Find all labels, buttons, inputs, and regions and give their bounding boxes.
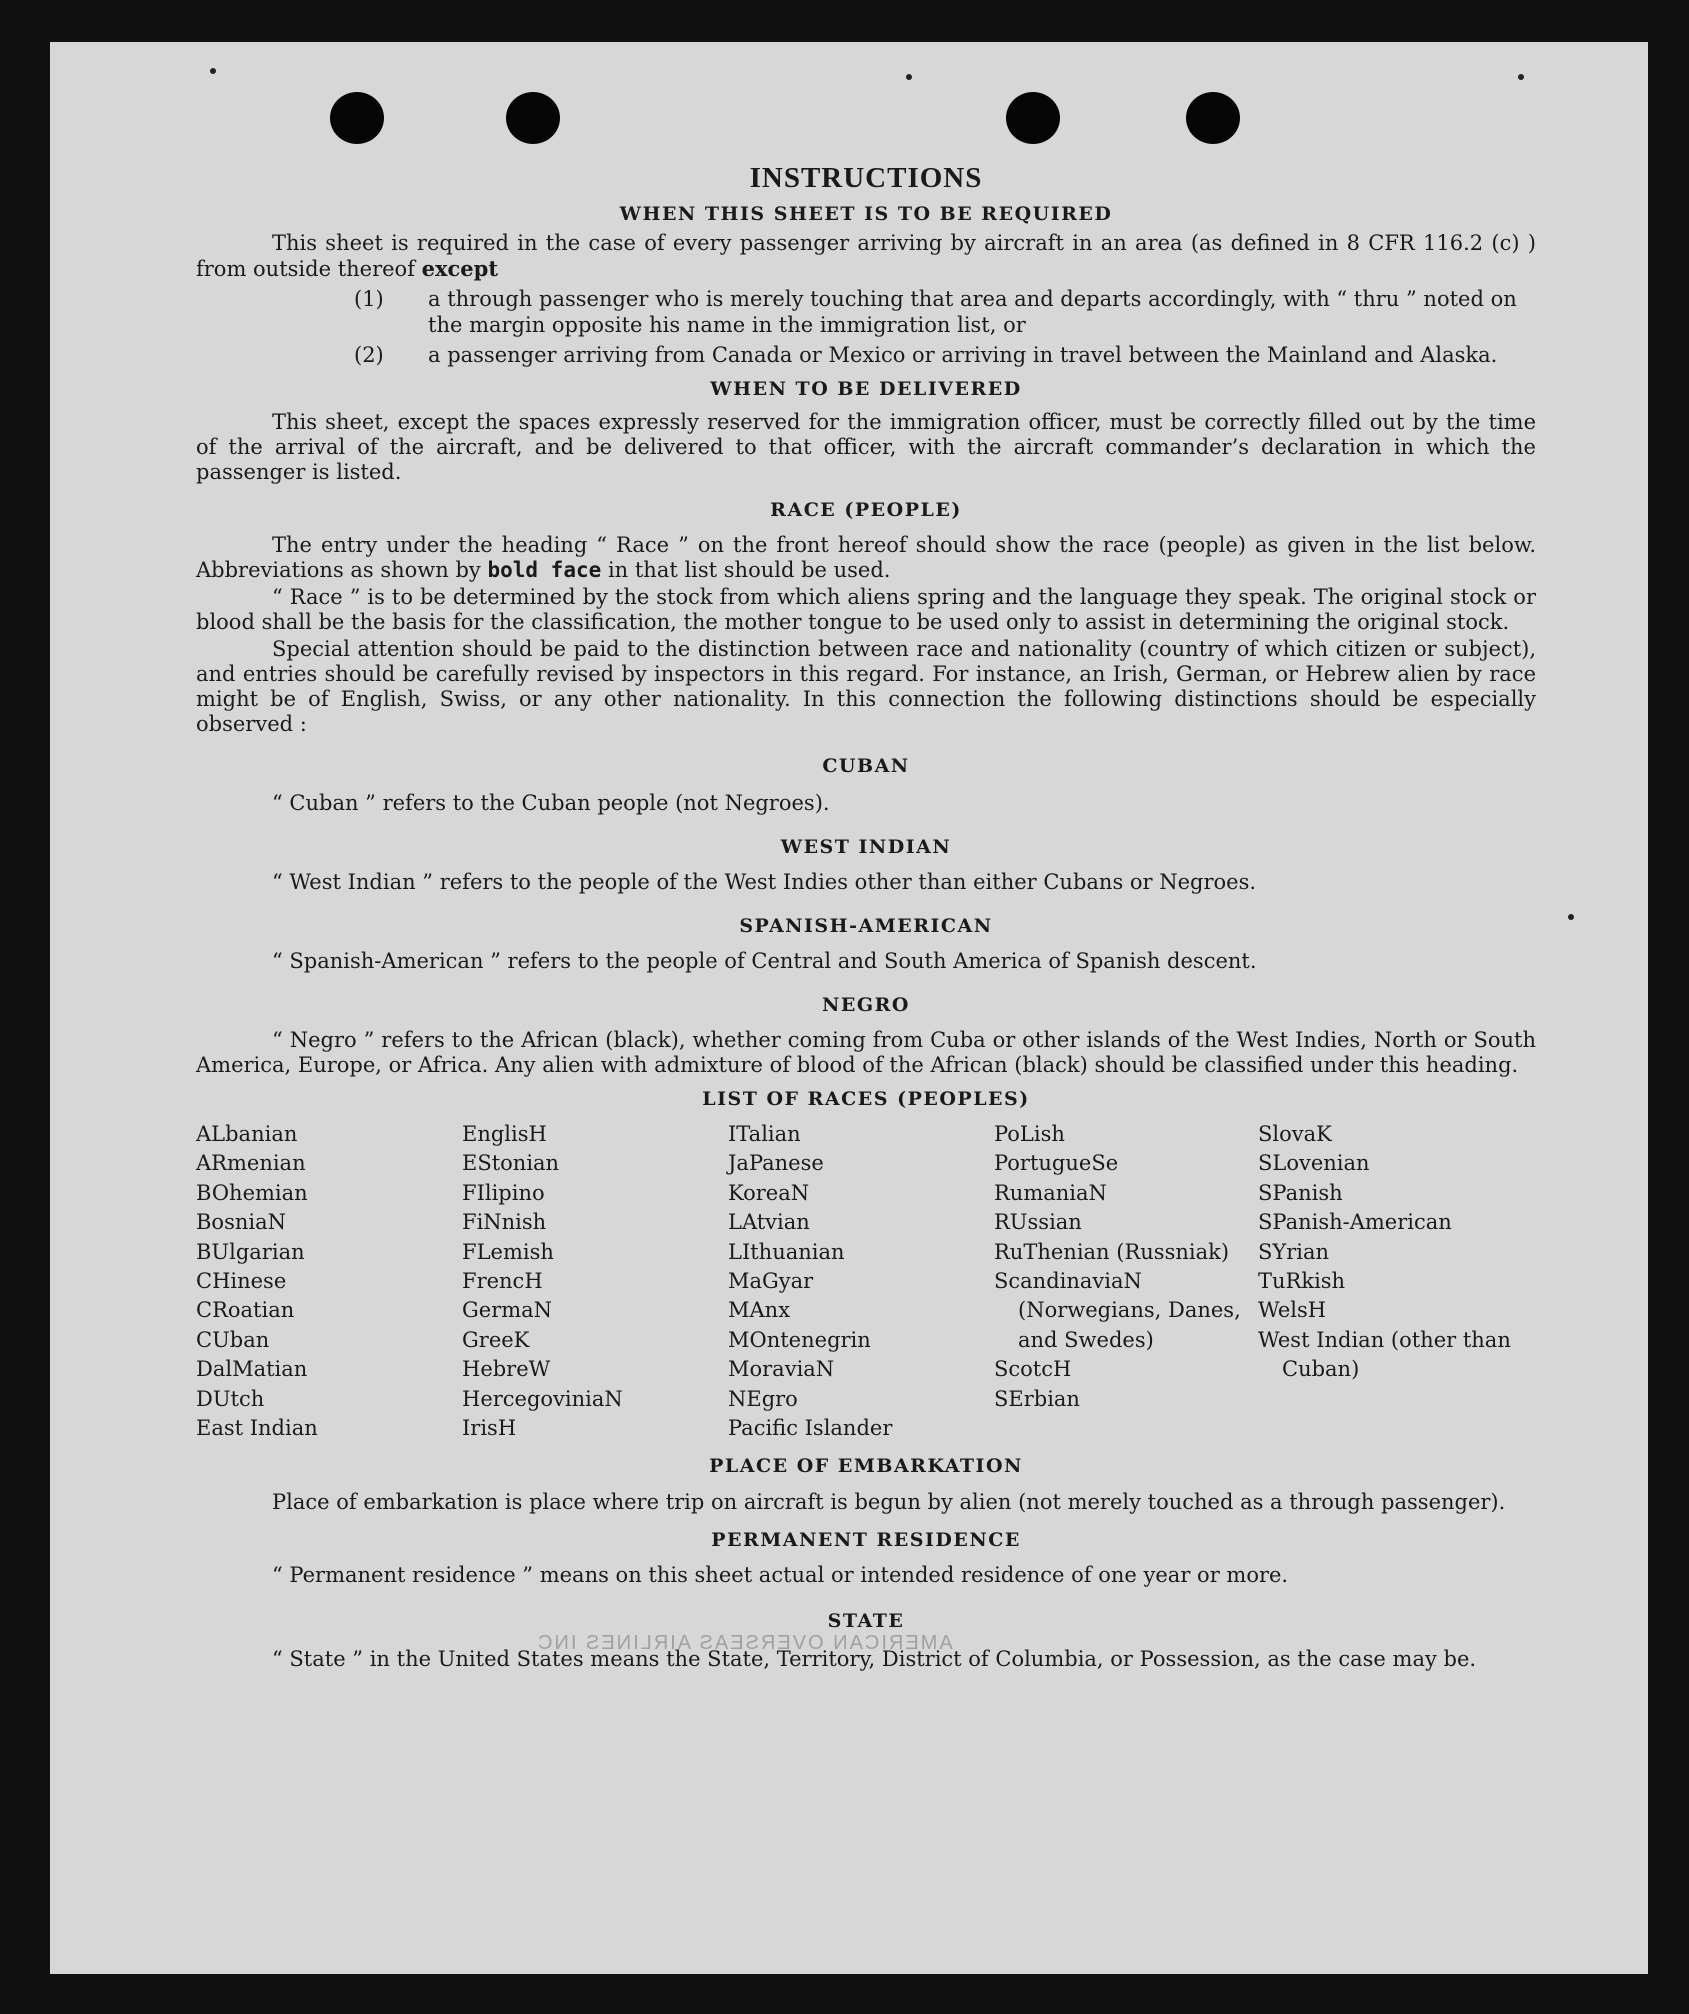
race-entry: CRoatian xyxy=(196,1298,295,1323)
exception-item-1 xyxy=(196,286,1536,338)
race-p1-start: The entry under the heading “ Race ” on the front hereof should show the race (people) as given in the list below. Abbreviations as shown by xyxy=(196,533,1536,582)
race-entry: LIthuanian xyxy=(728,1239,845,1264)
race-entry: WelsH xyxy=(1258,1298,1327,1323)
race-entry: CUban xyxy=(196,1327,270,1352)
heading-place-of-embarkation: PLACE OF EMBARKATION xyxy=(709,1455,1023,1478)
race-entry: ALbanian xyxy=(196,1122,298,1146)
race-entry: RUssian xyxy=(994,1210,1082,1235)
heading-negro: NEGRO xyxy=(822,994,910,1016)
race-entry: EnglisH xyxy=(462,1122,547,1146)
when-required-text: This sheet is required in the case of every passenger arriving by aircraft in an area (as defined in 8 CFR 116.2 (c) ) from outside thereof xyxy=(196,231,1536,281)
race-entry: BOhemian xyxy=(196,1180,308,1205)
race-entry: BUlgarian xyxy=(196,1239,305,1264)
heading-list-of-races: LIST OF RACES (PEOPLES) xyxy=(702,1088,1030,1110)
race-entry: SPanish xyxy=(1258,1180,1343,1205)
race-entry: HebreW xyxy=(462,1357,551,1382)
heading-cuban: CUBAN xyxy=(822,755,910,777)
race-entry: CHinese xyxy=(196,1269,287,1294)
exception-item-2 xyxy=(196,342,1536,368)
paragraph-race-2: “ Race ” is to be determined by the stock from which aliens spring and the language they speak. The original stock or blood shall be the basis for the classification, the mother tongue to be used only to assist in determining the original stock. xyxy=(196,585,1536,634)
paragraph-spanish-american: “ Spanish-American ” refers to the people of Central and South America of Spanish descent. xyxy=(272,949,1257,973)
race-entry: MaGyar xyxy=(728,1269,814,1294)
race-entry: MOntenegrin xyxy=(728,1327,871,1352)
race-entry: BosniaN xyxy=(196,1210,286,1235)
race-entry: MAnx xyxy=(728,1298,791,1323)
speck xyxy=(1568,914,1574,920)
paragraph-permanent-residence: “ Permanent residence ” means on this sheet actual or intended residence of one year or more. xyxy=(272,1563,1289,1588)
paragraph-negro: “ Negro ” refers to the African (black), whether coming from Cuba or other islands of the West Indies, North or South America, Europe, or Africa. Any alien with admixture of blood of the African (black) should be classified under this heading. xyxy=(196,1028,1536,1077)
race-column-5 xyxy=(1258,1120,1528,1443)
race-entry: SYrian xyxy=(1258,1239,1330,1264)
instructions-content xyxy=(196,162,1536,1674)
speck xyxy=(210,68,216,74)
punch-hole xyxy=(1006,92,1060,144)
race-entry: SlovaK xyxy=(1258,1122,1332,1146)
race-list xyxy=(196,1120,1536,1443)
race-entry: LAtvian xyxy=(728,1210,810,1235)
race-entry: HercegoviniaN xyxy=(462,1386,623,1411)
race-entry: ScotcH xyxy=(994,1357,1072,1382)
race-entry: RuThenian (Russniak) xyxy=(994,1239,1230,1264)
race-entry: DalMatian xyxy=(196,1357,308,1382)
punch-hole xyxy=(330,92,384,144)
race-entry: FrencH xyxy=(462,1269,543,1294)
punch-hole xyxy=(506,92,560,144)
race-entry: FLemish xyxy=(462,1239,554,1264)
heading-west-indian: WEST INDIAN xyxy=(780,836,952,858)
item-number: (2) xyxy=(354,343,384,367)
race-entry: NEgro xyxy=(728,1386,798,1411)
race-entry: ITalian xyxy=(728,1122,801,1146)
faded-stamp: AMERICAN OVERSEAS AIRLINES INC xyxy=(536,1632,953,1654)
heading-spanish-american: SPANISH-AMERICAN xyxy=(739,915,993,937)
item-number: (1) xyxy=(354,287,384,311)
paragraph-race-1 xyxy=(196,533,1536,583)
race-entry: East Indian xyxy=(196,1416,318,1441)
race-entry: SPanish-American xyxy=(1258,1210,1452,1235)
race-entry: Pacific Islander xyxy=(728,1416,893,1441)
race-entry: PoLish xyxy=(994,1122,1065,1146)
race-entry: West Indian (other than Cuban) xyxy=(1258,1327,1511,1382)
race-p1-end: in that list should be used. xyxy=(601,558,891,582)
race-entry: PortugueSe xyxy=(994,1151,1119,1176)
paragraph-state: “ State ” in the United States means the State, Territory, District of Columbia, or Possession, as the case may be. xyxy=(272,1647,1477,1672)
document-page xyxy=(50,42,1648,1974)
speck xyxy=(1518,74,1524,80)
race-column-3 xyxy=(728,1120,994,1443)
race-entry: TuRkish xyxy=(1258,1269,1346,1294)
paragraph-embarkation: Place of embarkation is place where trip on aircraft is begun by alien (not merely touched as a through passenger). xyxy=(272,1490,1506,1515)
race-entry: IrisH xyxy=(462,1416,517,1441)
heading-race: RACE (PEOPLE) xyxy=(770,499,962,521)
punch-hole xyxy=(1186,92,1240,144)
heading-when-required: WHEN THIS SHEET IS TO BE REQUIRED xyxy=(619,203,1113,225)
speck xyxy=(906,74,912,80)
heading-state: STATE xyxy=(827,1610,905,1633)
item-text: a passenger arriving from Canada or Mexico or arriving in travel between the Mainland and Alaska. xyxy=(428,343,1498,367)
race-entry: ScandinaviaN (Norwegians, Danes, and Swedes) xyxy=(994,1269,1241,1352)
race-entry: MoraviaN xyxy=(728,1357,835,1382)
race-entry: GreeK xyxy=(462,1327,530,1352)
heading-permanent-residence: PERMANENT RESIDENCE xyxy=(711,1529,1021,1552)
race-column-2 xyxy=(462,1120,728,1443)
bold-face-emphasis: bold face xyxy=(487,558,602,582)
race-entry: GermaN xyxy=(462,1298,553,1323)
item-text: a through passenger who is merely touching that area and departs accordingly, with “ thru ” noted on the margin opposite his name in the immigration list, or xyxy=(428,287,1517,337)
heading-when-delivered: WHEN TO BE DELIVERED xyxy=(710,378,1022,400)
race-entry: KoreaN xyxy=(728,1180,810,1205)
page-title: INSTRUCTIONS xyxy=(749,162,983,194)
paragraph-when-required xyxy=(196,231,1536,282)
race-entry: FiNnish xyxy=(462,1210,547,1235)
race-column-4 xyxy=(994,1120,1258,1443)
race-entry: SErbian xyxy=(994,1386,1080,1411)
race-entry: ARmenian xyxy=(196,1151,306,1176)
except-emphasis: except xyxy=(421,256,499,281)
paragraph-west-indian: “ West Indian ” refers to the people of the West Indies other than either Cubans or Negroes. xyxy=(272,870,1257,894)
race-column-1 xyxy=(196,1120,462,1443)
race-entry: SLovenian xyxy=(1258,1151,1370,1176)
paragraph-when-delivered: This sheet, except the spaces expressly reserved for the immigration officer, must be correctly filled out by the time of the arrival of the aircraft, and be delivered to that officer, with the aircraft commander’s declaration in which the passenger is listed. xyxy=(196,410,1536,484)
paragraph-cuban: “ Cuban ” refers to the Cuban people (not Negroes). xyxy=(272,791,830,815)
race-entry: RumaniaN xyxy=(994,1180,1107,1205)
paragraph-race-3: Special attention should be paid to the distinction between race and nationality (country of which citizen or subject), and entries should be carefully revised by inspectors in this regard. For instance, an Irish, German, or Hebrew alien by race might be of English, Swiss, or any other nationality. In this connection the following distinctions should be especially observed : xyxy=(196,637,1536,736)
race-entry: FIlipino xyxy=(462,1180,545,1205)
race-entry: DUtch xyxy=(196,1386,265,1411)
race-entry: EStonian xyxy=(462,1151,560,1176)
race-entry: JaPanese xyxy=(728,1151,824,1176)
